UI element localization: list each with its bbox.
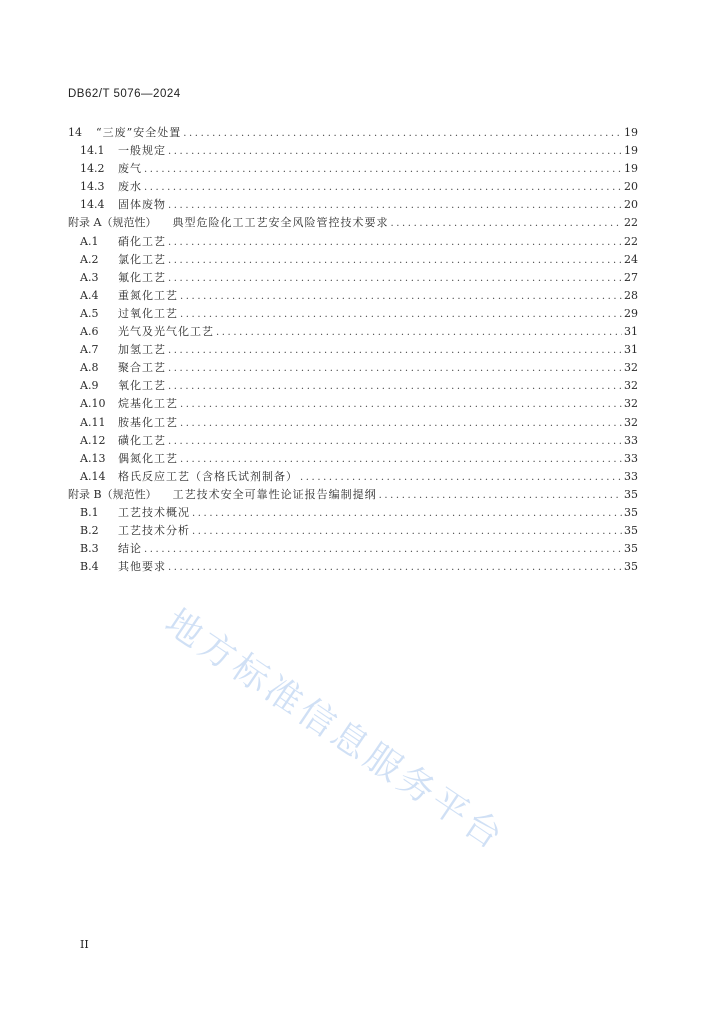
- toc-entry-title: 硝化工艺: [118, 234, 166, 248]
- toc-entry-page: 35: [624, 505, 638, 519]
- toc-entry-title: 磺化工艺: [118, 433, 166, 447]
- toc-entry-page: 20: [624, 180, 638, 194]
- toc-entry[interactable]: [68, 160, 638, 178]
- toc-entry[interactable]: [68, 196, 638, 214]
- toc-leader-dots: [168, 197, 622, 215]
- toc-leader-dots: [168, 433, 622, 451]
- toc-entry-number: 14.4: [80, 198, 105, 212]
- toc-entry-page: 24: [624, 252, 638, 266]
- toc-leader-dots: [216, 324, 622, 342]
- toc-entry[interactable]: [68, 269, 638, 287]
- toc-entry-page: 22: [624, 234, 638, 248]
- toc-entry-number: B.2: [80, 524, 99, 538]
- toc-entry[interactable]: [68, 540, 638, 558]
- toc-entry-number: A.11: [80, 415, 106, 429]
- toc-leader-dots: [192, 523, 622, 541]
- toc-entry-title: 胺基化工艺: [118, 415, 178, 429]
- toc-leader-dots: [144, 541, 622, 559]
- toc-entry[interactable]: [68, 341, 638, 359]
- toc-entry-number: A.6: [80, 325, 99, 339]
- toc-entry[interactable]: [68, 414, 638, 432]
- toc-entry-page: 35: [624, 524, 638, 538]
- toc-leader-dots: [180, 306, 622, 324]
- toc-entry-page: 35: [624, 560, 638, 574]
- toc-entry-page: 32: [624, 379, 638, 393]
- toc-entry-page: 31: [624, 343, 638, 357]
- toc-leader-dots: [390, 215, 622, 233]
- toc-entry-title: 格氏反应工艺（含格氏试剂制备）: [118, 469, 298, 483]
- toc-entry[interactable]: [68, 178, 638, 196]
- toc-leader-dots: [183, 125, 622, 143]
- toc-entry[interactable]: [68, 395, 638, 413]
- toc-entry-number: 14.3: [80, 180, 105, 194]
- toc-entry[interactable]: [68, 214, 638, 232]
- toc-entry-number: A.1: [80, 234, 99, 248]
- toc-entry-page: 19: [624, 126, 638, 139]
- toc-entry[interactable]: [68, 142, 638, 160]
- page-number: II: [80, 938, 89, 951]
- toc-entry-number: A.5: [80, 306, 99, 320]
- toc-entry-title: 工艺技术分析: [118, 524, 190, 538]
- toc-entry[interactable]: [68, 377, 638, 395]
- toc-entry-title: 氧化工艺: [118, 379, 166, 393]
- toc-leader-dots: [168, 234, 622, 252]
- document-code: DB62/T 5076—2024: [68, 88, 181, 100]
- toc-entry-title: 光气及光气化工艺: [118, 325, 214, 339]
- toc-entry-page: 20: [624, 198, 638, 212]
- toc-entry-page: 32: [624, 415, 638, 429]
- toc-entry-page: 19: [624, 144, 638, 158]
- toc-entry-title: 氟化工艺: [118, 270, 166, 284]
- toc-entry-number: B.4: [80, 560, 99, 574]
- toc-entry-title: 典型危险化工工艺安全风险管控技术要求: [172, 216, 389, 230]
- toc-entry-number: B.3: [80, 542, 99, 556]
- toc-entry-number: A.13: [80, 451, 106, 465]
- toc-entry-page: 22: [624, 216, 638, 230]
- toc-entry-page: 33: [624, 433, 638, 447]
- toc-leader-dots: [168, 360, 622, 378]
- toc-entry-title: 聚合工艺: [118, 361, 166, 375]
- toc-entry-number: A.7: [80, 343, 99, 357]
- toc-entry-number: 附录 B（规范性）: [68, 487, 157, 501]
- toc-leader-dots: [180, 451, 622, 469]
- toc-entry-number: A.4: [80, 288, 99, 302]
- toc-entry-number: 14.1: [80, 144, 105, 158]
- table-of-contents: [68, 124, 638, 576]
- toc-entry-number: A.10: [80, 397, 106, 411]
- toc-entry-title: 结论: [118, 542, 142, 556]
- toc-entry[interactable]: [68, 287, 638, 305]
- toc-leader-dots: [144, 179, 622, 197]
- toc-leader-dots: [180, 415, 622, 433]
- toc-entry[interactable]: [68, 522, 638, 540]
- toc-entry-page: 19: [624, 162, 638, 176]
- toc-entry-number: A.8: [80, 361, 99, 375]
- toc-entry-title: 废水: [118, 180, 142, 194]
- toc-leader-dots: [144, 161, 622, 179]
- watermark: 地方标准信息服务平台: [157, 601, 513, 860]
- toc-entry[interactable]: [68, 486, 638, 504]
- toc-entry[interactable]: [68, 323, 638, 341]
- toc-entry-title: 烷基化工艺: [118, 397, 178, 411]
- toc-leader-dots: [192, 505, 622, 523]
- toc-leader-dots: [379, 487, 622, 505]
- toc-leader-dots: [180, 396, 622, 414]
- toc-entry[interactable]: [68, 504, 638, 522]
- toc-entry[interactable]: [68, 432, 638, 450]
- toc-entry-page: 35: [624, 542, 638, 556]
- toc-entry-number: 14: [68, 126, 82, 139]
- toc-entry-number: A.2: [80, 252, 99, 266]
- toc-leader-dots: [180, 288, 622, 306]
- toc-leader-dots: [168, 378, 622, 396]
- toc-entry-page: 29: [624, 306, 638, 320]
- toc-leader-dots: [168, 342, 622, 360]
- toc-entry[interactable]: [68, 450, 638, 468]
- toc-entry-number: 14.2: [80, 162, 105, 176]
- toc-entry[interactable]: [68, 359, 638, 377]
- toc-entry-title: 其他要求: [118, 560, 166, 574]
- toc-entry-page: 28: [624, 288, 638, 302]
- toc-entry[interactable]: [68, 305, 638, 323]
- toc-entry-title: 工艺技术安全可靠性论证报告编制提纲: [172, 487, 377, 501]
- toc-entry-page: 27: [624, 270, 638, 284]
- toc-entry-title: 氯化工艺: [118, 252, 166, 266]
- toc-entry-number: B.1: [80, 505, 99, 519]
- toc-entry-title: 废气: [118, 162, 142, 176]
- toc-leader-dots: [168, 559, 622, 577]
- toc-entry-page: 32: [624, 397, 638, 411]
- toc-entry[interactable]: [68, 558, 638, 576]
- toc-entry-title: 过氧化工艺: [118, 306, 178, 320]
- toc-entry-page: 33: [624, 451, 638, 465]
- toc-leader-dots: [168, 270, 622, 288]
- toc-entry-number: A.3: [80, 270, 99, 284]
- toc-entry[interactable]: [68, 233, 638, 251]
- toc-leader-dots: [168, 252, 622, 270]
- toc-entry-page: 31: [624, 325, 638, 339]
- toc-entry-title: 加氢工艺: [118, 343, 166, 357]
- toc-leader-dots: [168, 143, 622, 161]
- toc-entry-page: 32: [624, 361, 638, 375]
- toc-entry-title: 重氮化工艺: [118, 288, 178, 302]
- toc-leader-dots: [300, 469, 622, 487]
- toc-entry-page: 35: [624, 487, 638, 501]
- toc-entry-number: 附录 A（规范性）: [68, 216, 157, 230]
- toc-entry-title: “三废”安全处置: [96, 126, 182, 139]
- toc-entry-page: 33: [624, 469, 638, 483]
- toc-entry[interactable]: [68, 124, 638, 142]
- toc-entry-title: 偶氮化工艺: [118, 451, 178, 465]
- toc-entry-number: A.9: [80, 379, 99, 393]
- toc-entry-title: 一般规定: [118, 144, 166, 158]
- toc-entry-title: 工艺技术概况: [118, 505, 190, 519]
- toc-entry[interactable]: [68, 251, 638, 269]
- toc-entry-title: 固体废物: [118, 198, 166, 212]
- toc-entry-number: A.14: [80, 469, 106, 483]
- toc-entry[interactable]: [68, 468, 638, 486]
- toc-entry-number: A.12: [80, 433, 106, 447]
